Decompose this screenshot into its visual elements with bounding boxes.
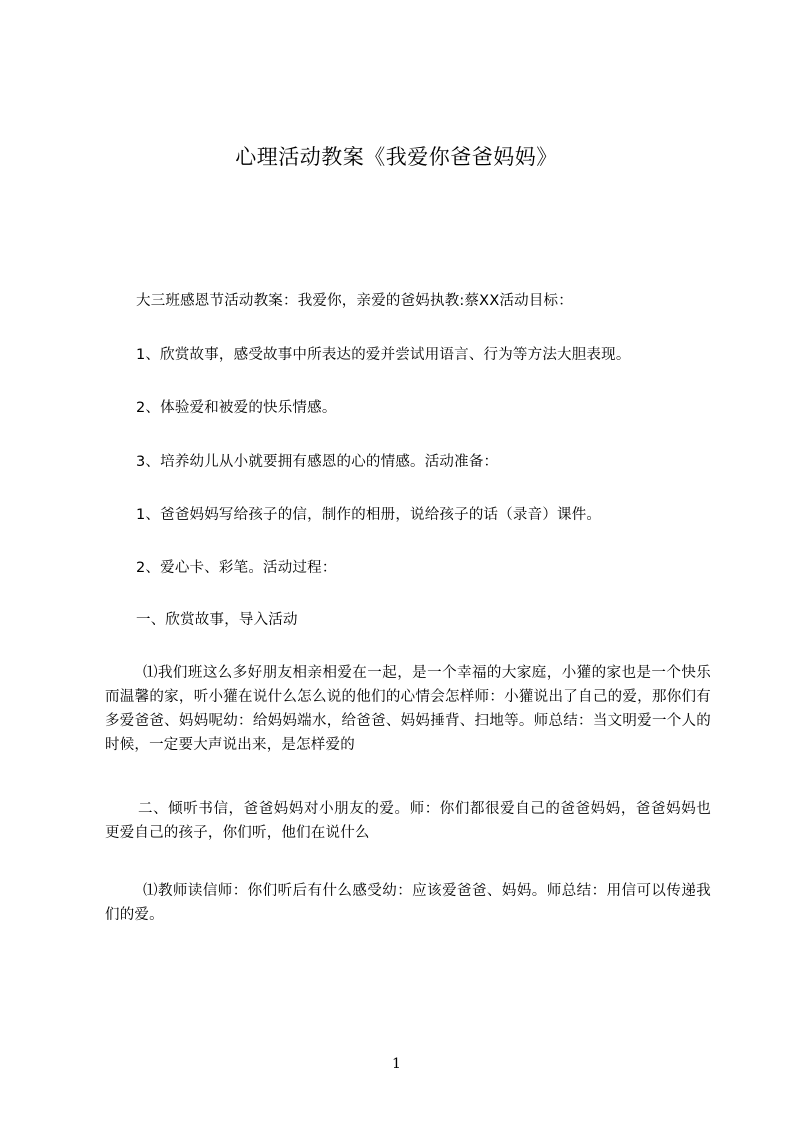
paragraph-section-2: 二、倾听书信，爸爸妈妈对小朋友的爱。师：你们都很爱自己的爸爸妈妈，爸爸妈妈也更爱自己的孩子，你们听，他们在说什么 xyxy=(105,801,711,841)
paragraph-prep-1: 1、爸爸妈妈写给孩子的信，制作的相册，说给孩子的话（录音）课件。 xyxy=(136,507,602,523)
paragraph-letter: ⑴教师读信师：你们听后有什么感受幼：应该爱爸爸、妈妈。师总结：用信可以传递我们的爱。 xyxy=(105,883,711,923)
paragraph-story: ⑴我们班这么多好朋友相亲相爱在一起，是一个幸福的大家庭，小獾的家也是一个快乐而温馨的家，听小獾在说什么怎么说的他们的心情会怎样师：小獾说出了自己的爱，那你们有多爱爸爸、妈妈呢幼：给妈妈端水，给爸爸、妈妈捶背、扫地等。师总结：当文明爱一个人的时候，一定要大声说出来，是怎样爱的 xyxy=(105,665,711,753)
page-number: 1 xyxy=(392,1056,401,1072)
paragraph-goal-3: 3、培养幼儿从小就要拥有感恩的心的情感。活动准备： xyxy=(136,454,499,470)
paragraph-intro: 大三班感恩节活动教案：我爱你，亲爱的爸妈执教:蔡XX活动目标： xyxy=(136,293,573,309)
paragraph-goal-1: 1、欣赏故事，感受故事中所表达的爱并尝试用语言、行为等方法大胆表现。 xyxy=(136,347,631,363)
paragraph-section-1: 一、欣赏故事，导入活动 xyxy=(136,612,298,628)
document-title: 心理活动教案《我爱你爸爸妈妈》 xyxy=(235,145,558,169)
paragraph-goal-2: 2、体验爱和被爱的快乐情感。 xyxy=(136,400,337,416)
paragraph-prep-2: 2、爱心卡、彩笔。活动过程： xyxy=(136,560,337,576)
